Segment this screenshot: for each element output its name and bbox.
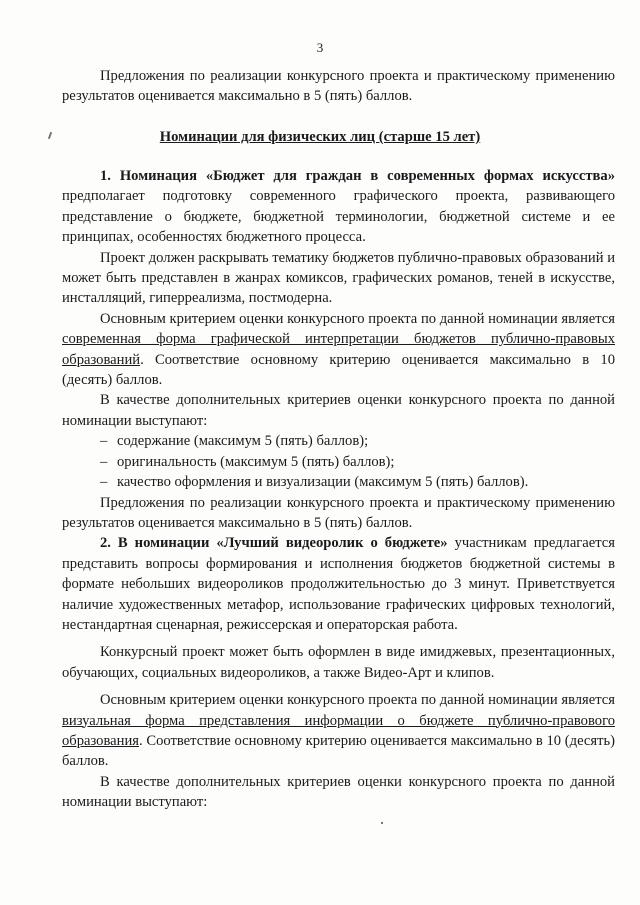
- criteria-item: – оригинальность (максимум 5 (пять) баллов);: [100, 452, 615, 472]
- criteria-item: – качество оформления и визуализации (максимум 5 (пять) баллов).: [100, 472, 615, 492]
- nomination2-intro: [62, 533, 615, 635]
- nomination2-criterion-highlight: визуальная форма представления информации о бюджете публично-правового образования: [62, 712, 615, 749]
- nomination2-formats: Конкурсный проект может быть оформлен в виде имиджевых, презентационных, обучающих, социальных видеороликов, а также Видео-Арт и клипов.: [62, 644, 615, 681]
- nomination2-additional-intro: В качестве дополнительных критериев оценки конкурсного проекта по данной номинации выступают:: [62, 773, 615, 811]
- nomination1-genres: Проект должен раскрывать тематику бюджетов публично-правовых образований и может быть представлен в жанрах комиксов, графических романов, теней в искусстве, инсталляций, гиперреализма, постмодерна.: [62, 249, 616, 307]
- section-heading: Номинации для физических лиц (старше 15 лет): [159, 129, 481, 145]
- nomination1-criteria-list: [62, 431, 615, 492]
- nomination1-proposals: Предложения по реализации конкурсного проекта и практическому применению результатов оценивается максимально в 5 (пять) баллов.: [62, 494, 615, 531]
- scan-speck: [381, 822, 383, 824]
- criteria-item: – содержание (максимум 5 (пять) баллов);: [100, 431, 615, 451]
- nomination1-criterion: Основным критерием оценки конкурсного проекта по данной номинации является современная форма графической интерпретации бюджетов публично-правовых образований. Соответствие основному критерию оценивается максимально в 10 (десять) баллов.: [62, 310, 615, 389]
- page-number: 3: [316, 40, 324, 55]
- nomination2-desc: участникам предлагается представить вопросы формирования и исполнения бюджетов бюджетной системы в формате небольших видеороликов продолжительностью до 3 минут. Приветствуется наличие художественных метафор, использование графических цифровых технологий, нестандартная сценарная, режиссерская и операторская работа.: [62, 535, 615, 633]
- intro-section: [62, 66, 615, 107]
- nomination1-additional-intro: В качестве дополнительных критериев оценки конкурсного проекта по данной номинации выступают:: [62, 392, 615, 429]
- nomination1-intro: [62, 166, 615, 248]
- nomination1-criterion-highlight: современная форма графической интерпретации бюджетов публично-правовых образований: [62, 331, 615, 368]
- nomination1-title: 1. Номинация «Бюджет для граждан в современных формах искусства»: [100, 168, 615, 184]
- nominations-body: [62, 166, 615, 813]
- nomination1-desc: предполагает подготовку современного графического проекта, развивающего представление о бюджете, бюджетной терминологии, бюджетной системе и ее принципах, особенностях бюджетного процесса.: [62, 188, 615, 246]
- nomination2-title: 2. В номинации «Лучший видеоролик о бюджете»: [100, 535, 448, 552]
- nomination2-criterion: Основным критерием оценки конкурсного проекта по данной номинации является визуальная форма представления информации о бюджете публично-правового образования. Соответствие основному критерию оценивается максимально в 10 (десять) баллов.: [62, 692, 615, 770]
- intro-paragraph: Предложения по реализации конкурсного проекта и практическому применению результатов оценивается максимально в 5 (пять) баллов.: [62, 68, 615, 105]
